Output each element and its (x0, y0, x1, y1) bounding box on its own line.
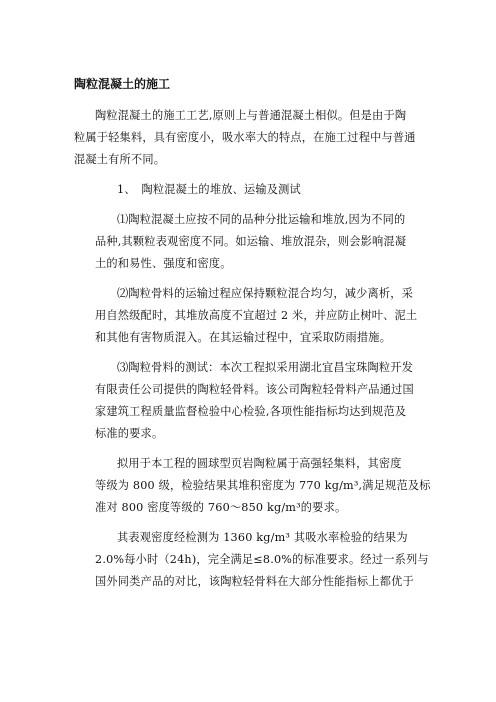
paragraph-line: ⑴陶粒混凝土应按不同的品种分批运输和堆放,因为不同的 (117, 213, 406, 226)
paragraph-line: 国外同类产品的对比，该陶粒轻骨料在大部分性能指标上都优于 (95, 575, 414, 588)
paragraph-line: 有限责任公司提供的陶粒轻骨料。该公司陶粒轻骨料产品通过国 (95, 383, 414, 396)
paragraph-line: 家建筑工程质量监督检验中心检验,各项性能指标均达到规范及 (95, 405, 407, 418)
paragraph-line: ⑵陶粒骨料的运输过程应保持颗粒混合均匀，减少离析，采 (117, 287, 414, 300)
document-title: 陶粒混凝土的施工 (74, 77, 171, 91)
paragraph-line: 2.0%每小时（24h)，完全满足≤8.0%的标准要求。经过一系列与 (95, 553, 429, 566)
paragraph-line: 和其他有害物质混入。在其运输过程中，宜采取防雨措施。 (95, 331, 392, 344)
paragraph-line: 土的和易性、强度和密度。 (95, 257, 232, 270)
paragraph-line: 混凝土有所不同。 (74, 153, 166, 166)
paragraph-line: 等级为 800 级，检验结果其堆积密度为 770 kg/m³,满足规范及标 (95, 479, 431, 492)
section-heading: 1、 陶粒混凝土的堆放、运输及测试 (117, 183, 301, 196)
paragraph-line: 标准的要求。 (95, 427, 164, 440)
paragraph-line: 准对 800 密度等级的 760～850 kg/m³的要求。 (95, 501, 347, 514)
paragraph-line: ⑶陶粒骨料的测试：本次工程拟采用湖北宜昌宝珠陶粒开发 (117, 361, 414, 374)
paragraph-line: 拟用于本工程的圆球型页岩陶粒属于高强轻集料，其密度 (117, 457, 402, 470)
paragraph-line: 品种,其颗粒表观密度不同。如运输、堆放混杂，则会影响混凝 (95, 235, 407, 248)
paragraph-line: 粒属于轻集料，具有密度小，吸水率大的特点，在施工过程中与普通 (74, 131, 416, 144)
paragraph-line: 其表观密度经检测为 1360 kg/m³ 其吸水率检验的结果为 (117, 531, 408, 544)
paragraph-line: 用自然级配时，其堆放高度不宜超过 2 米，并应防止树叶、泥土 (95, 309, 418, 322)
paragraph-line: 陶粒混凝土的施工工艺,原则上与普通混凝土相似。但是由于陶 (95, 109, 407, 122)
